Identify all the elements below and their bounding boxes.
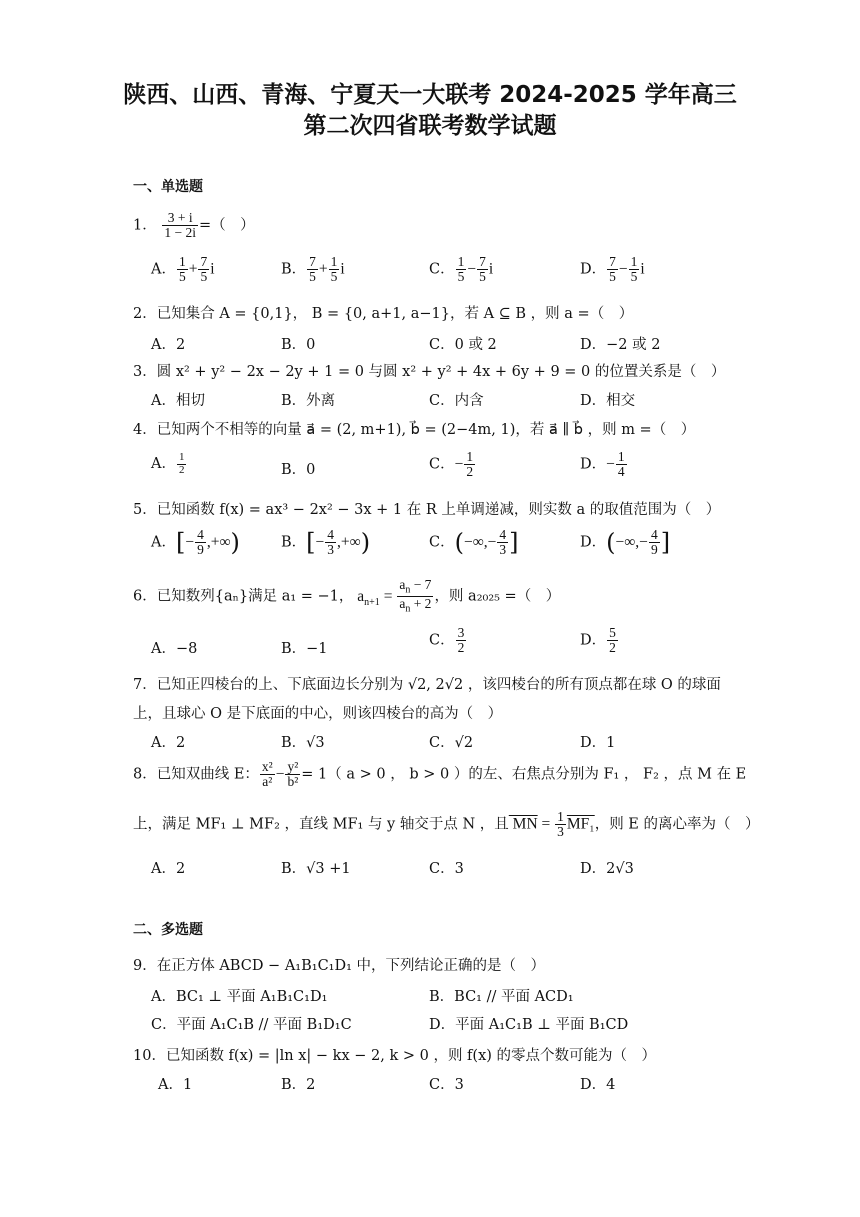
q7-option-a[interactable]: A．2	[151, 735, 186, 751]
q10-option-b[interactable]: B．2	[281, 1077, 316, 1093]
q5-option-c[interactable]: C．(−∞,− $\frac{4}{3}$ ]	[429, 527, 519, 558]
question-tail: =（ ）	[198, 217, 255, 234]
question-7-line1: 7．已知正四棱台的上、下底面边长分别为 √2, 2√2 ，该四棱台的所有顶点都在球 O 的球面	[133, 677, 721, 693]
q3-option-a[interactable]: A．相切	[151, 393, 205, 409]
q9-option-b[interactable]: B．BC₁ // 平面 ACD₁	[429, 989, 574, 1005]
question-1	[133, 211, 255, 240]
q3-option-b[interactable]: B．外离	[281, 393, 336, 409]
q10-option-d[interactable]: D．4	[580, 1077, 616, 1093]
q6-option-c[interactable]: C． $\frac{3}{2}$	[429, 625, 465, 656]
question-2: 2．已知集合 A = {0,1}， B = {0, a+1, a−1}，若 A ⊆ B ，则 a =（ ）	[133, 306, 634, 322]
question-10: 10．已知函数 f(x) = |ln x| − kx − 2, k > 0 ，则 f(x) 的零点个数可能为（ ）	[133, 1048, 657, 1064]
q3-option-c[interactable]: C．内含	[429, 393, 484, 409]
q6-option-d[interactable]: D． $\frac{5}{2}$	[580, 625, 616, 656]
q4-option-a[interactable]: A． $\frac{1}{2}$	[151, 451, 185, 476]
q9-option-d[interactable]: D．平面 A₁C₁B ⊥ 平面 B₁CD	[429, 1017, 629, 1033]
question-9: 9．在正方体 ABCD − A₁B₁C₁D₁ 中，下列结论正确的是（ ）	[133, 958, 546, 974]
q8-option-a[interactable]: A．2	[151, 861, 186, 877]
q2-option-b[interactable]: B．0	[281, 337, 316, 353]
section-multiple-choice: 二、多选题	[133, 922, 203, 938]
q5-option-d[interactable]: D．(−∞,− $\frac{4}{9}$ ]	[580, 527, 671, 558]
question-5: 5．已知函数 f(x) = ax³ − 2x² − 3x + 1 在 R 上单调递减，则实数 a 的取值范围为（ ）	[133, 502, 721, 518]
question-6: 6．已知数列{aₙ}满足 a₁ = −1， $a_{n+1}$ = $\frac{a_n - 7}{a_n + 2}$ ，则 a₂₀₂₅ =（ ）	[133, 577, 561, 615]
q1-option-c[interactable]: C． $\frac{1}{5}$ − $\frac{7}{5}$ i	[429, 254, 494, 285]
q8-option-d[interactable]: D．2√3	[580, 861, 634, 877]
q5-option-b[interactable]: B．[− $\frac{4}{3}$ ,+∞)	[281, 527, 371, 558]
q2-option-d[interactable]: D．−2 或 2	[580, 337, 661, 353]
q9-option-c[interactable]: C．平面 A₁C₁B // 平面 B₁D₁C	[151, 1017, 352, 1033]
q1-option-d[interactable]: D． $\frac{7}{5}$ − $\frac{1}{5}$ i	[580, 254, 645, 285]
q9-option-a[interactable]: A．BC₁ ⊥ 平面 A₁B₁C₁D₁	[151, 989, 328, 1005]
q4-option-d[interactable]: D．− $\frac{1}{4}$	[580, 449, 625, 480]
q4-option-b[interactable]: B．0	[281, 462, 316, 478]
q3-option-d[interactable]: D．相交	[580, 393, 636, 409]
exam-title-line1: 陕西、山西、青海、宁夏天一大联考 2024-2025 学年高三	[123, 82, 737, 108]
section-single-choice: 一、单选题	[133, 179, 203, 195]
q10-option-a[interactable]: A．1	[158, 1077, 193, 1093]
q8-option-c[interactable]: C．3	[429, 861, 464, 877]
question-4: 4．已知两个不相等的向量 a⃗ = (2, m+1), b⃗ = (2−4m, 1)，若 a⃗ ∥ b⃗ ，则 m =（ ）	[133, 422, 696, 438]
q10-option-c[interactable]: C．3	[429, 1077, 464, 1093]
q2-option-a[interactable]: A．2	[151, 337, 186, 353]
exam-title-line2: 第二次四省联考数学试题	[303, 113, 557, 139]
q6-option-b[interactable]: B．−1	[281, 641, 328, 657]
q1-option-a[interactable]: A． $\frac{1}{5}$ + $\frac{7}{5}$ i	[151, 254, 215, 285]
q7-option-b[interactable]: B．√3	[281, 735, 325, 751]
q4-option-c[interactable]: C．− $\frac{1}{2}$	[429, 449, 474, 480]
fraction: $\frac{3 + i}{1 - 2i}$	[164, 210, 196, 241]
q7-option-c[interactable]: C．√2	[429, 735, 474, 751]
question-number: 1．	[133, 217, 157, 234]
q5-option-a[interactable]: A．[− $\frac{4}{9}$ ,+∞)	[151, 527, 240, 558]
question-3: 3．圆 x² + y² − 2x − 2y + 1 = 0 与圆 x² + y² + 4x + 6y + 9 = 0 的位置关系是（ ）	[133, 364, 726, 380]
q8-option-b[interactable]: B．√3 +1	[281, 861, 351, 877]
question-7-line2: 上，且球心 O 是下底面的中心，则该四棱台的高为（ ）	[133, 706, 503, 722]
question-8-line1: 8．已知双曲线 E： $\frac{\text{x²}}{\text{a²}}$ − $\frac{\text{y²}}{\text{b²}}$ = 1（ a > 0 ， b > 0 ）的左、右焦点分别为 F₁ ， F₂ ，点 M 在 E	[133, 759, 747, 790]
q6-option-a[interactable]: A．−8	[151, 641, 198, 657]
q1-option-b[interactable]: B． $\frac{7}{5}$ + $\frac{1}{5}$ i	[281, 254, 345, 285]
question-8-line2: 上，满足 MF₁ ⊥ MF₂ ，直线 MF₁ 与 y 轴交于点 N ，且 MN = $\frac{1}{3}$ MF₁，则 E 的离心率为（ ）	[133, 809, 760, 840]
q2-option-c[interactable]: C．0 或 2	[429, 337, 497, 353]
q7-option-d[interactable]: D．1	[580, 735, 616, 751]
